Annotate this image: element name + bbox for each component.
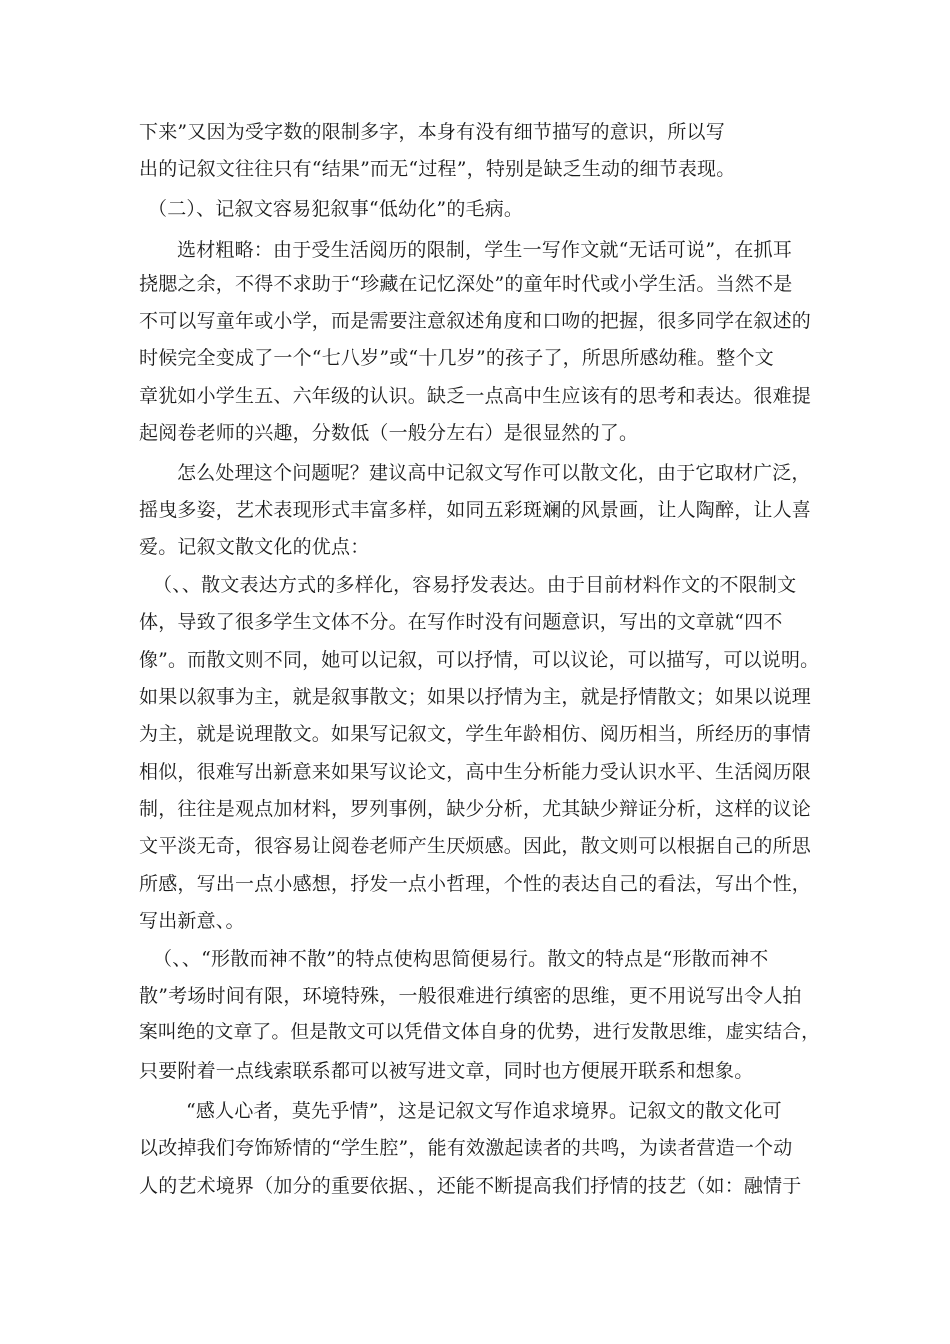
text-line: “感人心者，莫先乎情”，这是记叙文写作追求境界。记叙文的散文化可 [186,1100,782,1122]
text-line: 只要附着一点线索联系都可以被写进文章，同时也方便展开联系和想象。 [139,1060,754,1082]
text-line: 文平淡无奇，很容易让阅卷老师产生厌烦感。因此，散文则可以根据自己的所思 [139,835,812,857]
text-line: 为主，就是说理散文。如果写记叙文，学生年龄相仿、阅历相当，所经历的事情 [139,723,812,745]
text-line: 所感，写出一点小感想，抒发一点小哲理，个性的表达自己的看法，写出个性， [139,873,812,895]
text-line: 以改掉我们夸饰矫情的“学生腔”，能有效激起读者的共鸣，为读者营造一个动 [139,1137,793,1159]
text-line: （、、散文表达方式的多样化，容易抒发表达。由于目前材料作文的不限制文 [153,574,797,596]
text-line: 爱。记叙文散文化的优点： [139,536,370,558]
text-line: 人的艺术境界（加分的重要依据、，还能不断提高我们抒情的技艺（如：融情于 [139,1175,802,1197]
text-line: 体，导致了很多学生文体不分。在写作时没有问题意识，写出的文章就“四不 [139,611,783,633]
text-line: 摇曳多姿，艺术表现形式丰富多样，如同五彩斑斓的风景画，让人陶醉，让人喜 [139,499,812,521]
text-line: 选材粗略：由于受生活阅历的限制，学生一写作文就“无话可说”，在抓耳 [177,239,793,261]
text-line: 相似，很难写出新意来如果写议论文，高中生分析能力受认识水平、生活阅历限 [139,761,812,783]
text-line: 下来”又因为受字数的限制多字，本身有没有细节描写的意识，所以写 [139,121,725,143]
text-line: 案叫绝的文章了。但是散文可以凭借文体自身的优势，进行发散思维，虚实结合， [139,1022,821,1043]
text-line: 不可以写童年或小学，而是需要注意叙述角度和口吻的把握，很多同学在叙述的 [139,310,812,332]
text-line: 写出新意、。 [139,910,245,932]
text-line: 像”。而散文则不同，她可以记叙，可以抒情，可以议论，可以描写，可以说明。 [139,649,820,671]
text-line: 制，往往是观点加材料，罗列事例，缺少分析，尤其缺少辩证分析，这样的议论 [139,798,812,820]
text-line: （二）、记叙文容易犯叙事“低幼化”的毛病。 [148,198,524,220]
text-line: 时候完全变成了一个“七八岁”或“十几岁”的孩子了，所思所感幼稚。整个文 [139,347,774,369]
text-line: 挠腮之余，不得不求助于“珍藏在记忆深处”的童年时代或小学生活。当然不是 [139,273,793,295]
text-line: 散”考场时间有限，环境特殊，一般很难进行缜密的思维，更不用说写出令人拍 [139,985,802,1007]
text-line: （、、“形散而神不散”的特点使构思简便易行。散文的特点是“形散而神不 [153,948,769,970]
text-line: 如果以叙事为主，就是叙事散文；如果以抒情为主，就是抒情散文；如果以说理 [139,686,812,708]
text-line: 怎么处理这个问题呢？建议高中记叙文写作可以散文化，由于它取材广泛， [177,462,811,484]
text-line: 起阅卷老师的兴趣，分数低（一般分左右）是很显然的了。 [139,422,639,444]
text-line: 章犹如小学生五、六年级的认识。缺乏一点高中生应该有的思考和表达。很难提 [139,385,812,407]
text-line: 出的记叙文往往只有“结果”而无“过程”，特别是缺乏生动的细节表现。 [139,158,736,180]
